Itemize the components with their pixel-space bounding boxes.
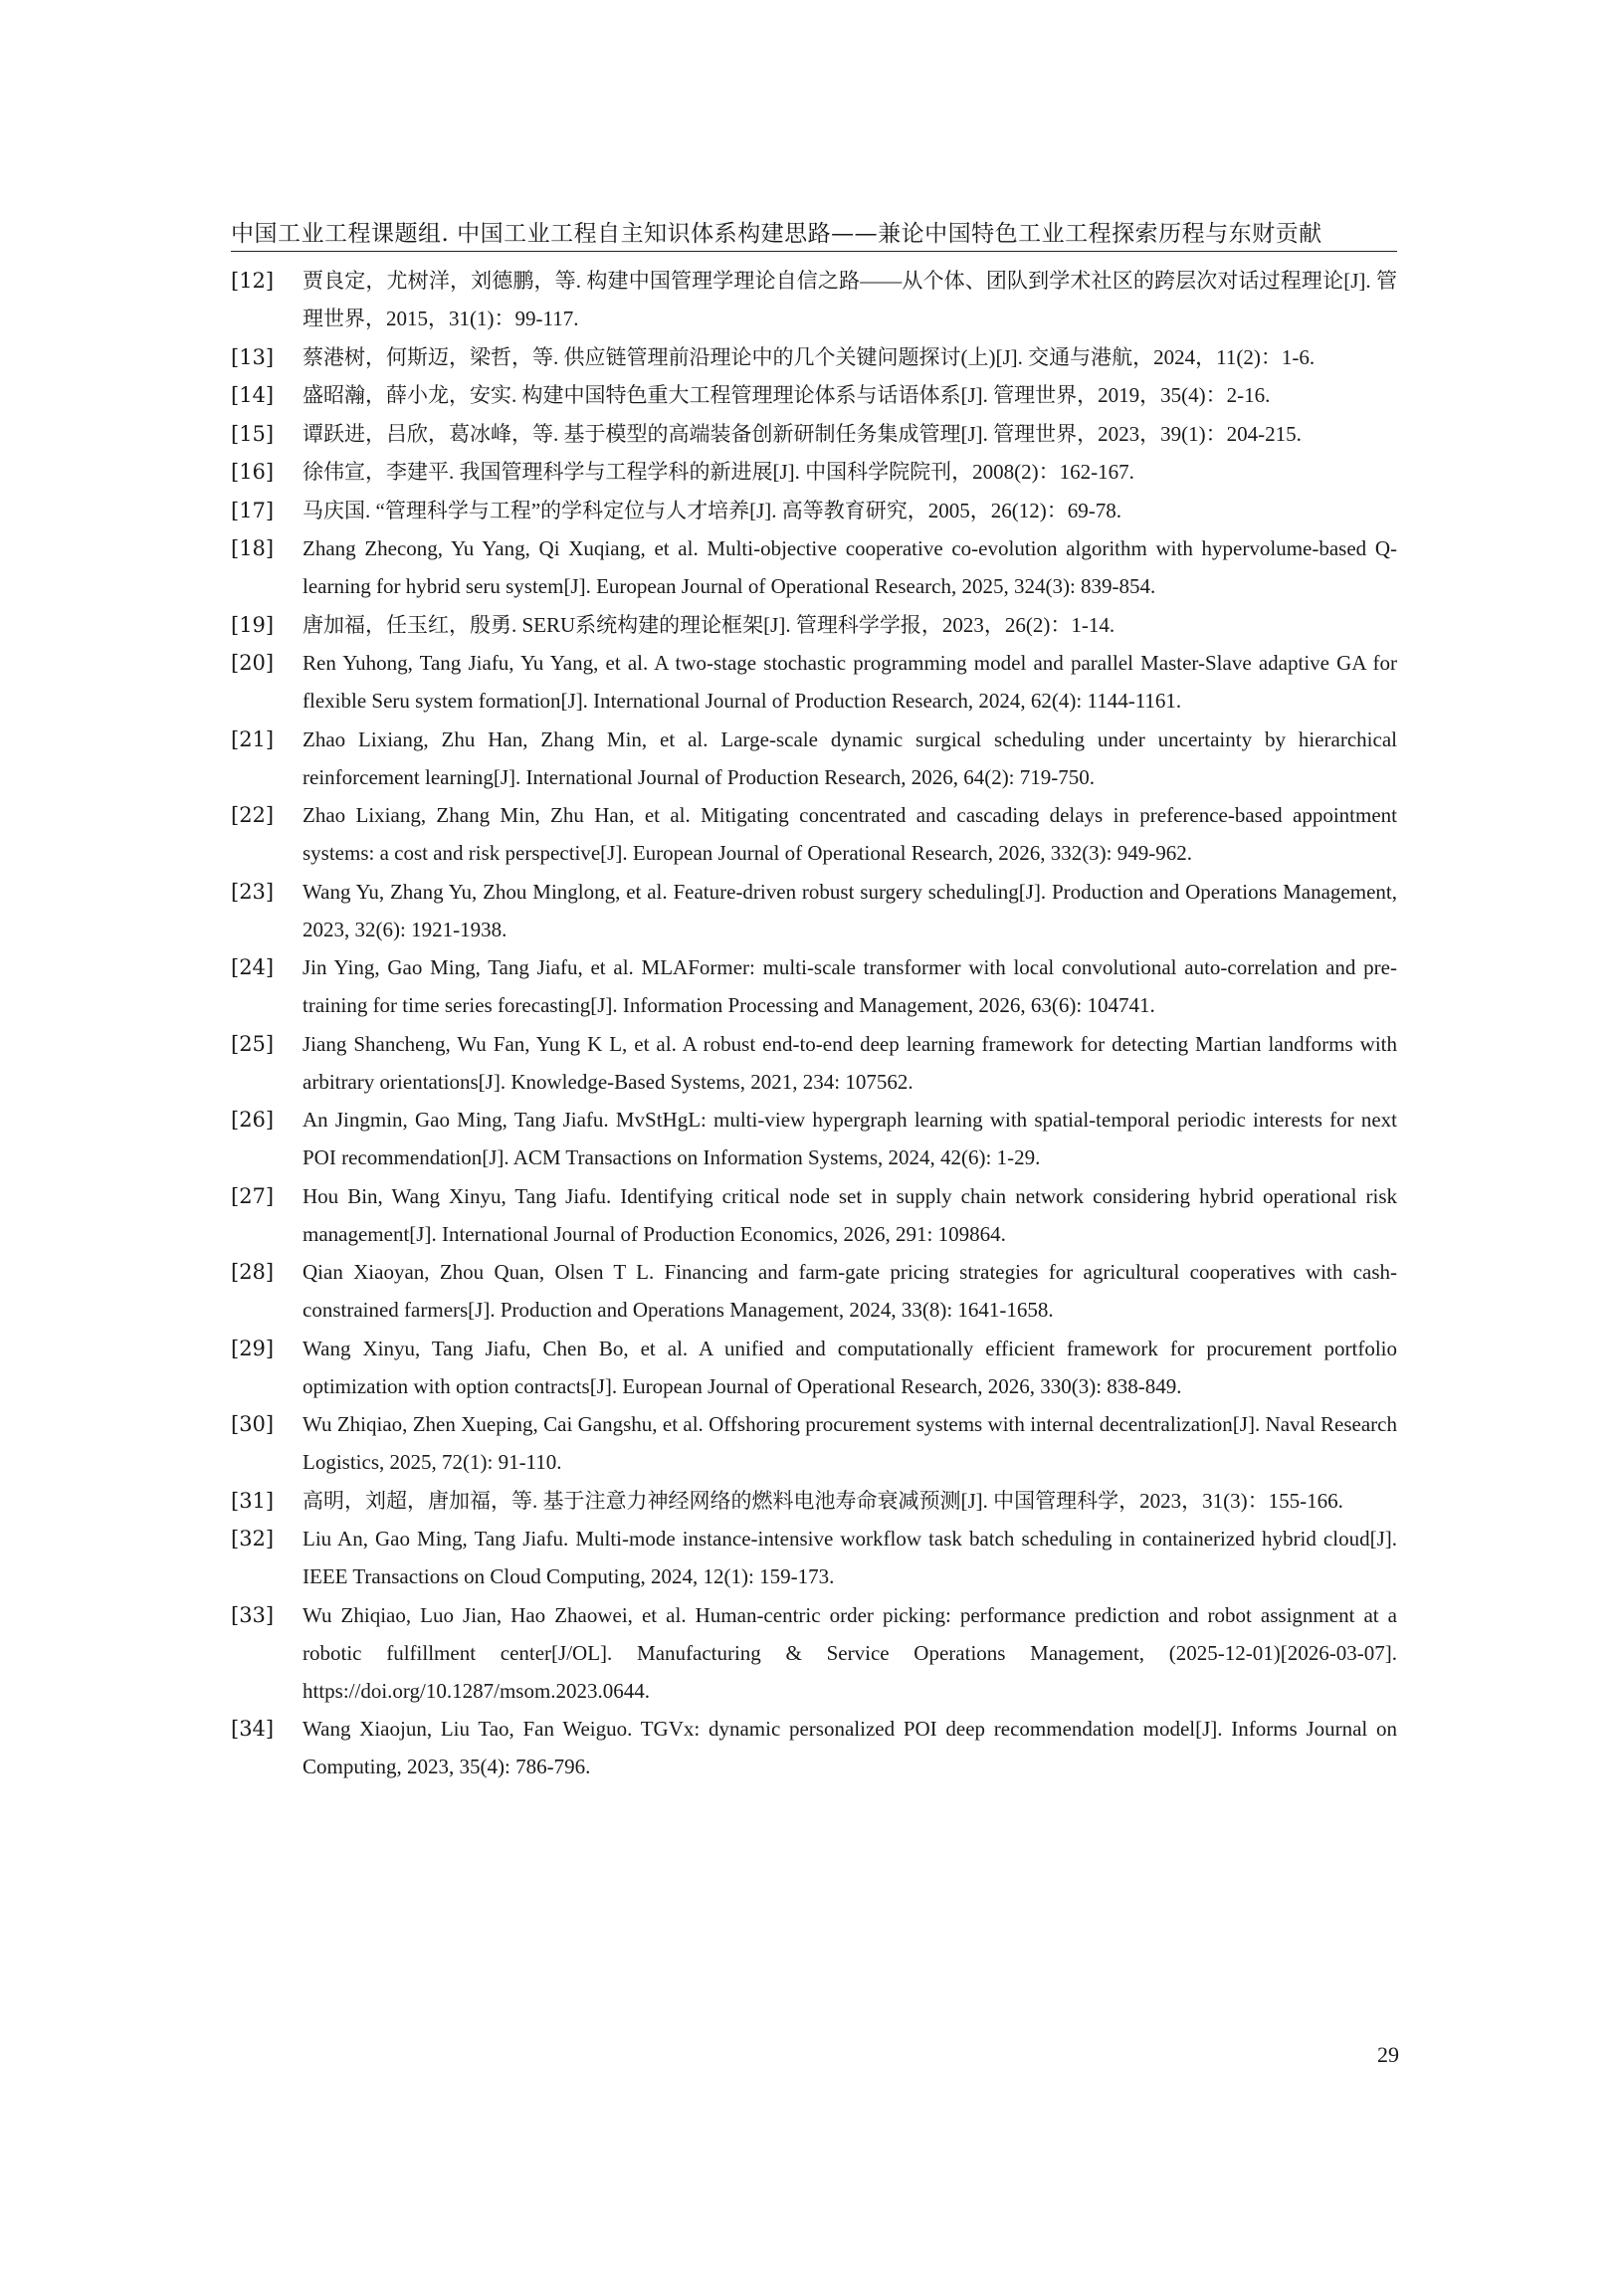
reference-text: Wu Zhiqiao, Zhen Xueping, Cai Gangshu, et al. Offshoring procurement systems with internal decentralization[J]. Naval Research Logistics, 2025, 72(1): 91-110. xyxy=(303,1412,1397,1474)
reference-text: Wang Xinyu, Tang Jiafu, Chen Bo, et al. A unified and computationally efficient framework for procurement portfolio optimization with option contracts[J]. European Journal of Operational Research, 2026, 330(3): 838-849. xyxy=(303,1336,1397,1398)
reference-number: [17] xyxy=(231,498,275,522)
reference-item xyxy=(231,1253,1397,1329)
reference-number: [14] xyxy=(231,383,275,407)
reference-number: [16] xyxy=(231,460,275,484)
reference-number: [12] xyxy=(231,269,275,293)
reference-number: [18] xyxy=(231,536,275,560)
reference-number: [23] xyxy=(231,879,275,904)
reference-text: 高明，刘超，唐加福，等. 基于注意力神经网络的燃料电池寿命衰减预测[J]. 中国管理科学，2023，31(3)：155-166. xyxy=(303,1488,1343,1513)
reference-text: Qian Xiaoyan, Zhou Quan, Olsen T L. Financing and farm-gate pricing strategies for agricultural cooperatives with cash-constrained farmers[J]. Production and Operations Management, 2024, 33(8): 1641-1658. xyxy=(303,1260,1397,1322)
reference-number: [26] xyxy=(231,1108,275,1132)
reference-text: Ren Yuhong, Tang Jiafu, Yu Yang, et al. A two-stage stochastic programming model and parallel Master-Slave adaptive GA for flexible Seru system formation[J]. International Journal of Production Research, 2024, 62(4): 1144-1161. xyxy=(303,651,1397,713)
reference-item xyxy=(231,1177,1397,1253)
reference-text: Zhao Lixiang, Zhang Min, Zhu Han, et al. Mitigating concentrated and cascading delays in preference-based appointment systems: a cost and risk perspective[J]. European Journal of Operational Research, 2026, 332(3): 949-962. xyxy=(303,803,1397,865)
reference-text: 马庆国. “管理科学与工程”的学科定位与人才培养[J]. 高等教育研究，2005，26(12)：69-78. xyxy=(303,498,1122,522)
reference-item xyxy=(231,1710,1397,1785)
reference-text: Hou Bin, Wang Xinyu, Tang Jiafu. Identifying critical node set in supply chain network considering hybrid operational risk management[J]. International Journal of Production Economics, 2026, 291: 109864. xyxy=(303,1183,1397,1246)
reference-text: Wang Xiaojun, Liu Tao, Fan Weiguo. TGVx: dynamic personalized POI deep recommendation model[J]. Informs Journal on Computing, 2023, 35(4): 786-796. xyxy=(303,1717,1397,1778)
reference-number: [15] xyxy=(231,421,275,446)
reference-number: [25] xyxy=(231,1031,275,1056)
reference-item xyxy=(231,262,1397,337)
reference-item xyxy=(231,1101,1397,1176)
reference-number: [19] xyxy=(231,612,275,637)
reference-text: Wu Zhiqiao, Luo Jian, Hao Zhaowei, et al. Human-centric order picking: performance prediction and robot assignment at a robotic fulfillment center[J/OL]. Manufacturing & Service Operations Management, (2025-12-01)[2026-03-07]. https://doi.org/10.1287/msom.2023.0644. xyxy=(303,1602,1397,1703)
reference-item xyxy=(231,606,1397,644)
reference-number: [22] xyxy=(231,803,275,827)
reference-item xyxy=(231,338,1397,376)
reference-number: [34] xyxy=(231,1717,275,1741)
reference-text: Zhao Lixiang, Zhu Han, Zhang Min, et al. Large-scale dynamic surgical scheduling under uncertainty by hierarchical reinforcement learning[J]. International Journal of Production Research, 2026, 64(2): 719-750. xyxy=(303,726,1397,789)
reference-text: Jiang Shancheng, Wu Fan, Yung K L, et al. A robust end-to-end deep learning framework for detecting Martian landforms with arbitrary orientations[J]. Knowledge-Based Systems, 2021, 234: 107562. xyxy=(303,1031,1397,1094)
reference-item xyxy=(231,1330,1397,1405)
reference-text: 蔡港树，何斯迈，梁哲，等. 供应链管理前沿理论中的几个关键问题探讨(上)[J]. 交通与港航，2024，11(2)：1-6. xyxy=(303,344,1316,369)
reference-item xyxy=(231,796,1397,872)
reference-item xyxy=(231,1025,1397,1101)
reference-item xyxy=(231,376,1397,414)
reference-number: [13] xyxy=(231,344,275,369)
reference-item xyxy=(231,1520,1397,1595)
reference-item xyxy=(231,453,1397,491)
reference-item xyxy=(231,492,1397,529)
reference-number: [29] xyxy=(231,1336,275,1360)
reference-number: [27] xyxy=(231,1183,275,1208)
reference-text: An Jingmin, Gao Ming, Tang Jiafu. MvStHgL: multi-view hypergraph learning with spatial-temporal periodic interests for next POI recommendation[J]. ACM Transactions on Information Systems, 2024, 42(6): 1-29. xyxy=(303,1108,1397,1169)
reference-text: 贾良定，尤树洋，刘德鹏，等. 构建中国管理学理论自信之路——从个体、团队到学术社区的跨层次对话过程理论[J]. 管理世界，2015，31(1)：99-117. xyxy=(303,269,1397,330)
reference-text: Zhang Zhecong, Yu Yang, Qi Xuqiang, et al. Multi-objective cooperative co-evolution algorithm with hypervolume-based Q-learning for hybrid seru system[J]. European Journal of Operational Research, 2025, 324(3): 839-854. xyxy=(303,536,1397,598)
reference-item xyxy=(231,948,1397,1024)
reference-number: [28] xyxy=(231,1260,275,1284)
reference-text: 谭跃进，吕欣，葛冰峰，等. 基于模型的高端装备创新研制任务集成管理[J]. 管理世界，2023，39(1)：204-215. xyxy=(303,421,1302,446)
page-number: 29 xyxy=(1377,2042,1399,2067)
reference-text: 盛昭瀚，薛小龙，安实. 构建中国特色重大工程管理理论体系与话语体系[J]. 管理世界，2019，35(4)：2-16. xyxy=(303,383,1271,407)
reference-number: [33] xyxy=(231,1602,275,1627)
reference-item xyxy=(231,644,1397,720)
reference-number: [30] xyxy=(231,1412,275,1436)
reference-item xyxy=(231,1482,1397,1520)
reference-text: Wang Yu, Zhang Yu, Zhou Minglong, et al. Feature-driven robust surgery scheduling[J]. Production and Operations Management, 2023, 32(6): 1921-1938. xyxy=(303,879,1397,941)
reference-text: Liu An, Gao Ming, Tang Jiafu. Multi-mode instance-intensive workflow task batch scheduling in containerized hybrid cloud[J]. IEEE Transactions on Cloud Computing, 2024, 12(1): 159-173. xyxy=(303,1527,1397,1588)
reference-text: Jin Ying, Gao Ming, Tang Jiafu, et al. MLAFormer: multi-scale transformer with local convolutional auto-correlation and pre-training for time series forecasting[J]. Information Processing and Management, 2026, 63(6): 104741. xyxy=(303,955,1397,1017)
reference-text: 唐加福，任玉红，殷勇. SERU系统构建的理论框架[J]. 管理科学学报，2023，26(2)：1-14. xyxy=(303,612,1116,637)
reference-item xyxy=(231,529,1397,605)
reference-item xyxy=(231,721,1397,796)
reference-number: [32] xyxy=(231,1527,275,1551)
reference-item xyxy=(231,415,1397,453)
reference-item xyxy=(231,1596,1397,1710)
reference-list xyxy=(231,262,1397,1786)
reference-number: [31] xyxy=(231,1488,275,1513)
reference-text: 徐伟宣，李建平. 我国管理科学与工程学科的新进展[J]. 中国科学院院刊，2008(2)：162-167. xyxy=(303,460,1134,484)
reference-item xyxy=(231,1405,1397,1481)
reference-number: [24] xyxy=(231,955,275,979)
reference-number: [21] xyxy=(231,726,275,751)
running-header: 中国工业工程课题组. 中国工业工程自主知识体系构建思路——兼论中国特色工业工程探索历程与东财贡献 xyxy=(231,221,1322,247)
reference-item xyxy=(231,873,1397,948)
header-rule xyxy=(231,251,1397,252)
reference-number: [20] xyxy=(231,651,275,675)
